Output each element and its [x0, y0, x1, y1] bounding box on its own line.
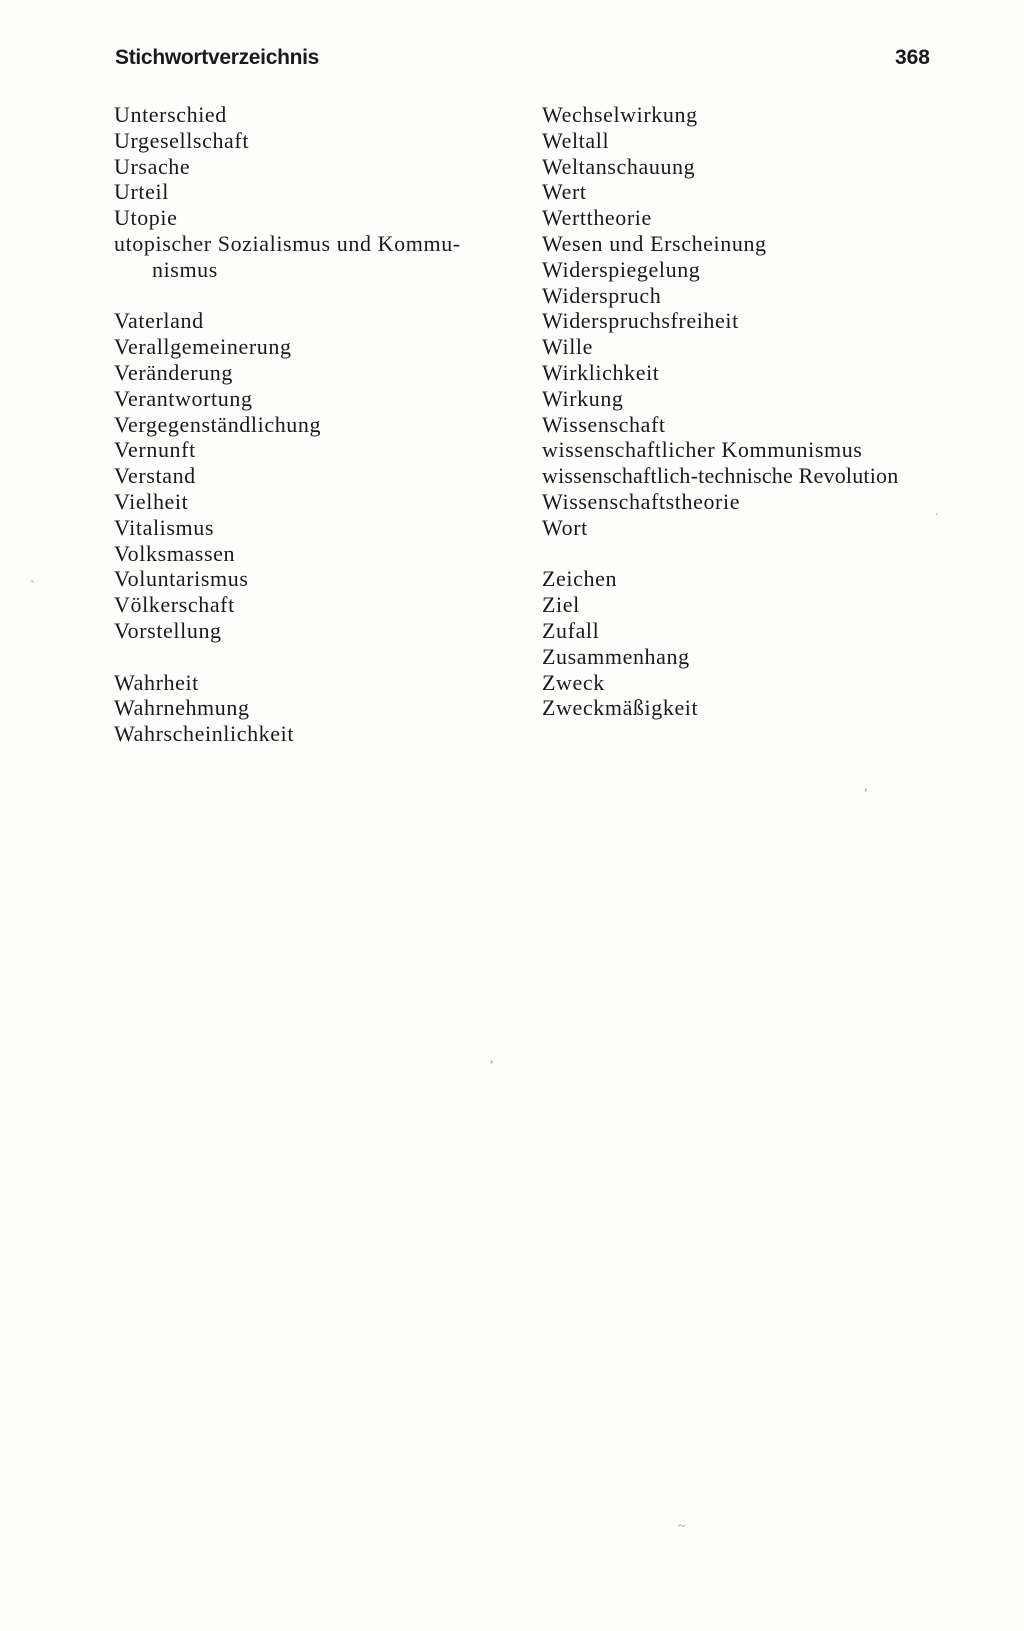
scan-speck: .	[935, 504, 939, 519]
group-separator	[542, 541, 942, 567]
index-entry: Weltall	[542, 127, 610, 153]
index-entry: Voluntarismus	[114, 566, 249, 592]
index-entry: Volksmassen	[114, 540, 236, 566]
index-entry: Völkerschaft	[114, 592, 235, 618]
index-column-right	[542, 102, 942, 721]
index-entry: Zweckmäßigkeit	[542, 695, 699, 721]
index-entry: Vitalismus	[114, 514, 215, 540]
index-entry: Werttheorie	[542, 205, 652, 231]
index-entry: Urgesellschaft	[114, 127, 250, 153]
group-separator	[114, 644, 504, 670]
index-entry: Verallgemeinerung	[114, 334, 292, 360]
index-entry: Wesen und Erscheinung	[542, 230, 767, 256]
index-entry: Urteil	[114, 179, 169, 205]
index-entry-continuation: nismus	[152, 256, 218, 282]
index-entry: Verantwortung	[114, 385, 253, 411]
index-entry: Wahrscheinlichkeit	[114, 721, 295, 747]
index-entry: Vielheit	[114, 488, 189, 514]
index-entry: Wille	[542, 334, 593, 360]
index-entry: Wissenschaftstheorie	[542, 488, 741, 514]
index-column-left	[114, 102, 504, 747]
index-entry: Ziel	[542, 592, 580, 618]
index-entry: Zweck	[542, 669, 605, 695]
index-entry: Zusammenhang	[542, 643, 690, 669]
index-entry: Wahrheit	[114, 669, 199, 695]
scan-speck: `	[30, 579, 35, 594]
index-entry: Wechselwirkung	[542, 102, 698, 127]
index-entry: Wahrnehmung	[114, 695, 250, 721]
index-entry: Weltanschauung	[542, 153, 696, 179]
index-entry: Wissenschaft	[542, 411, 666, 437]
index-entry: wissenschaftlicher Kommunismus	[542, 437, 863, 463]
section-title: Stichwortverzeichnis	[115, 46, 320, 69]
index-entry: Vaterland	[114, 308, 204, 334]
index-entry: Widerspruch	[542, 282, 662, 308]
index-entry: Vergegenständlichung	[114, 411, 322, 437]
index-entry: Unterschied	[114, 102, 227, 127]
scan-speck: ,	[864, 779, 868, 794]
index-entry: Utopie	[114, 205, 178, 231]
index-entry: Vernunft	[114, 437, 196, 463]
index-entry: Vorstellung	[114, 617, 222, 643]
scan-speck: ~	[678, 1519, 686, 1534]
index-entry: Wort	[542, 514, 588, 540]
index-entry-line: utopischer Sozialismus und Kommu-	[114, 230, 461, 256]
index-entry: Verstand	[114, 463, 196, 489]
scan-speck: ,	[490, 1051, 494, 1066]
group-separator	[114, 283, 504, 309]
index-entry-wrapped	[114, 231, 504, 283]
page-number: 368	[894, 46, 930, 69]
index-entry: Ursache	[114, 153, 191, 179]
index-entry: Wirklichkeit	[542, 359, 660, 385]
index-entry: Widerspiegelung	[542, 256, 701, 282]
index-entry: wissenschaftlich-technische Revolution	[542, 463, 899, 489]
index-entry: Widerspruchsfreiheit	[542, 308, 739, 334]
index-entry: Wert	[542, 179, 587, 205]
index-entry: Zufall	[542, 617, 600, 643]
index-entry: Zeichen	[542, 566, 618, 592]
page-header	[115, 46, 930, 80]
index-entry: Wirkung	[542, 385, 624, 411]
index-entry: Veränderung	[114, 359, 233, 385]
